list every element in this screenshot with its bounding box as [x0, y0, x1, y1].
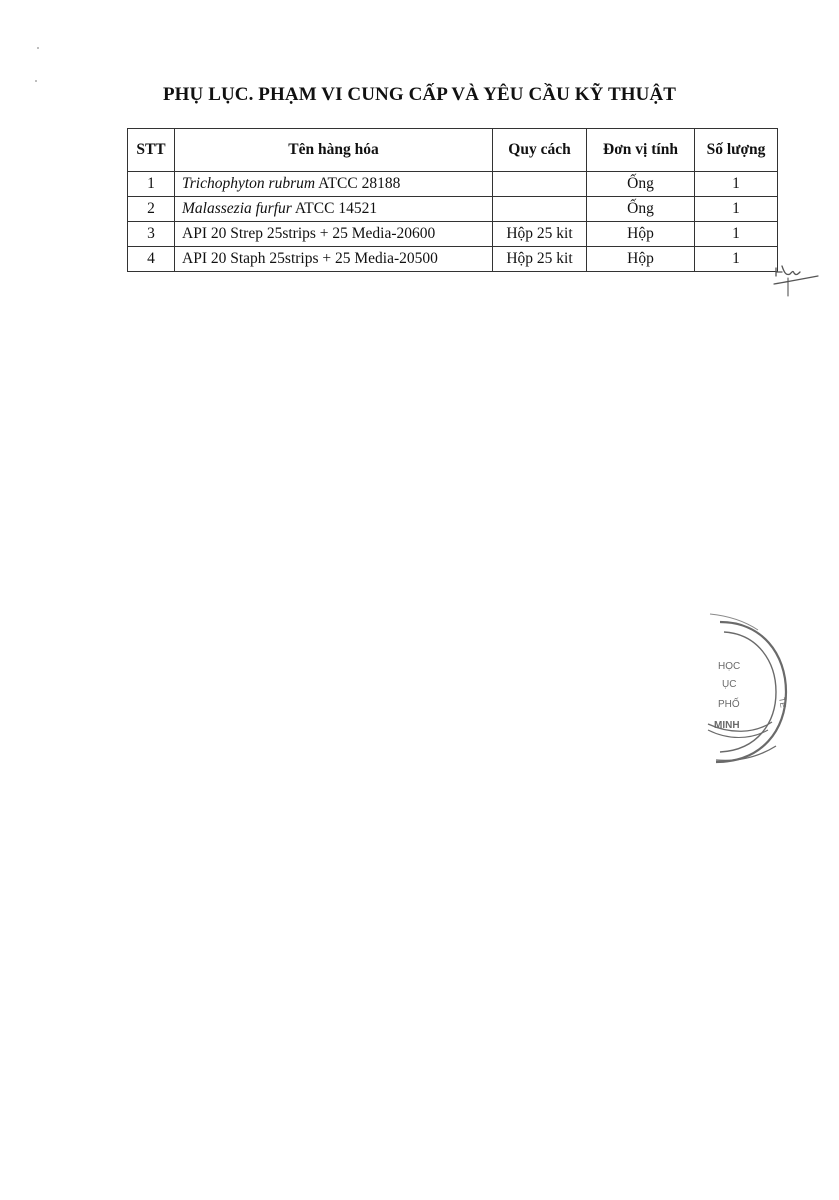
table-row: [128, 247, 778, 272]
header-stt: STT: [128, 129, 175, 172]
cell-name-rest: API 20 Staph 25strips + 25 Media-20500: [182, 250, 438, 267]
initials-signature: [772, 262, 822, 302]
table-row: [128, 197, 778, 222]
header-name: Tên hàng hóa: [175, 129, 493, 172]
seal-text-line: MINH: [714, 720, 740, 731]
cell-qty: 1: [695, 247, 778, 272]
cell-spec: Hộp 25 kit: [493, 247, 587, 272]
cell-qty: 1: [695, 172, 778, 197]
cell-name-italic: Trichophyton rubrum: [182, 175, 316, 192]
header-qty: Số lượng: [695, 129, 778, 172]
seal-text-line: PHỐ: [718, 699, 740, 710]
cell-name: [175, 222, 493, 247]
cell-stt: 3: [128, 222, 175, 247]
scan-speck: [35, 80, 37, 82]
document-title: PHỤ LỤC. PHẠM VI CUNG CẤP VÀ YÊU CẦU KỸ THUẬT: [162, 84, 677, 105]
cell-name: [175, 197, 493, 222]
cell-unit: Ống: [587, 172, 695, 197]
cell-spec: Hộp 25 kit: [493, 222, 587, 247]
cell-name: [175, 172, 493, 197]
seal-text-line: ỤC: [722, 679, 737, 690]
header-spec: Quy cách: [493, 129, 587, 172]
table-header-row: [128, 129, 778, 172]
cell-spec: [493, 197, 587, 222]
round-seal-partial: [700, 612, 795, 772]
cell-spec: [493, 172, 587, 197]
seal-side-text: TE: [777, 696, 788, 709]
table-row: [128, 222, 778, 247]
table-row: [128, 172, 778, 197]
cell-name-rest: ATCC 14521: [291, 200, 378, 217]
cell-unit: Hộp: [587, 247, 695, 272]
cell-name-rest: ATCC 28188: [315, 175, 401, 192]
cell-stt: 4: [128, 247, 175, 272]
header-unit: Đơn vị tính: [587, 129, 695, 172]
cell-unit: Ống: [587, 197, 695, 222]
cell-name-italic: Malassezia furfur: [182, 200, 292, 217]
cell-stt: 2: [128, 197, 175, 222]
seal-text-line: HỌC: [718, 661, 741, 672]
cell-name-rest: API 20 Strep 25strips + 25 Media-20600: [182, 225, 436, 242]
goods-table: [127, 128, 778, 272]
cell-stt: 1: [128, 172, 175, 197]
scan-speck: [37, 47, 39, 49]
cell-qty: 1: [695, 222, 778, 247]
cell-unit: Hộp: [587, 222, 695, 247]
cell-qty: 1: [695, 197, 778, 222]
cell-name: [175, 247, 493, 272]
